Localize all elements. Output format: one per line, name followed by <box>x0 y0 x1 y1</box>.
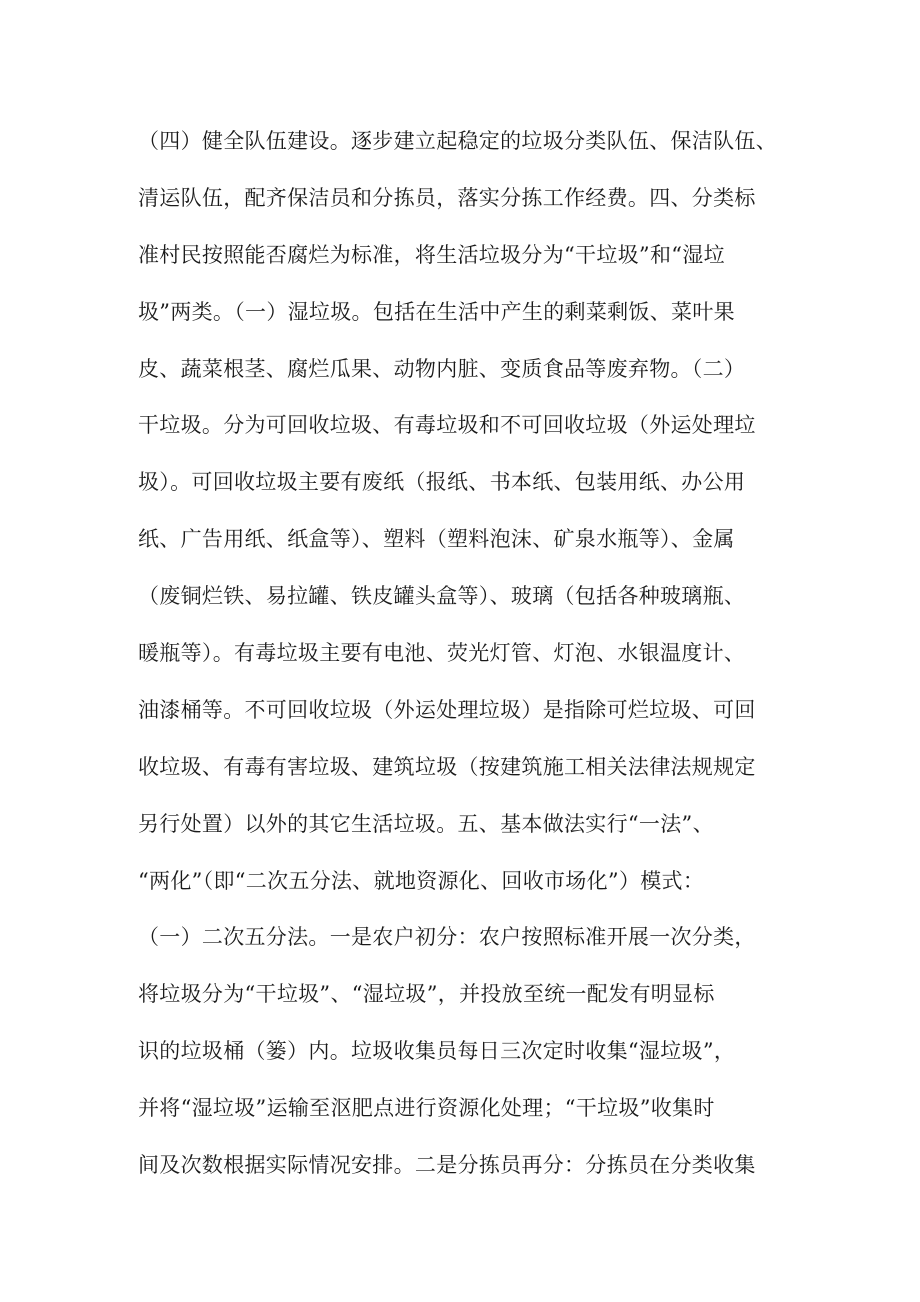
text-line: 干垃圾。分为可回收垃圾、有毒垃圾和不可回收垃圾（外运处理垃 <box>138 413 756 438</box>
body-text <box>138 120 788 1201</box>
text-line: 圾）。可回收垃圾主要有废纸（报纸、书本纸、包装用纸、办公用 <box>138 470 746 495</box>
text-line: 收垃圾、有毒有害垃圾、建筑垃圾（按建筑施工相关法律法规规定 <box>138 754 756 779</box>
text-line: 准村民按照能否腐烂为标准，将生活垃圾分为“干垃圾”和“湿垃 <box>138 242 725 267</box>
text-line: 并将“湿垃圾”运输至沤肥点进行资源化处理；“干垃圾”收集时 <box>138 1096 715 1121</box>
text-line: 识的垃圾桶（篓）内。垃圾收集员每日三次定时收集“湿垃圾”， <box>138 1039 736 1064</box>
text-line: “两化”（即“二次五分法、就地资源化、回收市场化”）模式： <box>138 868 705 893</box>
text-line: 清运队伍，配齐保洁员和分拣员，落实分拣工作经费。四、分类标 <box>138 185 756 210</box>
text-line: 暖瓶等）。有毒垃圾主要有电池、荧光灯管、灯泡、水银温度计、 <box>138 641 746 666</box>
text-line: 圾”两类。（一）湿垃圾。包括在生活中产生的剩菜剩饭、菜叶果 <box>138 299 735 324</box>
text-line: （一）二次五分法。一是农户初分：农户按照标准开展一次分类， <box>138 925 756 950</box>
text-line: 将垃圾分为“干垃圾”、“湿垃圾”，并投放至统一配发有明显标 <box>138 982 715 1007</box>
text-line: 另行处置）以外的其它生活垃圾。五、基本做法实行“一法”、 <box>138 811 714 836</box>
text-line: （四）健全队伍建设。逐步建立起稳定的垃圾分类队伍、保洁队伍、 <box>138 129 777 153</box>
text-line: 间及次数根据实际情况安排。二是分拣员再分：分拣员在分类收集 <box>138 1153 756 1178</box>
text-line: （废铜烂铁、易拉罐、铁皮罐头盒等）、玻璃（包括各种玻璃瓶、 <box>138 584 746 609</box>
text-line: 油漆桶等。不可回收垃圾（外运处理垃圾）是指除可烂垃圾、可回 <box>138 697 756 722</box>
text-line: 皮、蔬菜根茎、腐烂瓜果、动物内脏、变质食品等废弃物。（二） <box>138 356 746 381</box>
text-line: 纸、广告用纸、纸盒等）、塑料（塑料泡沫、矿泉水瓶等）、金属 <box>138 527 735 552</box>
